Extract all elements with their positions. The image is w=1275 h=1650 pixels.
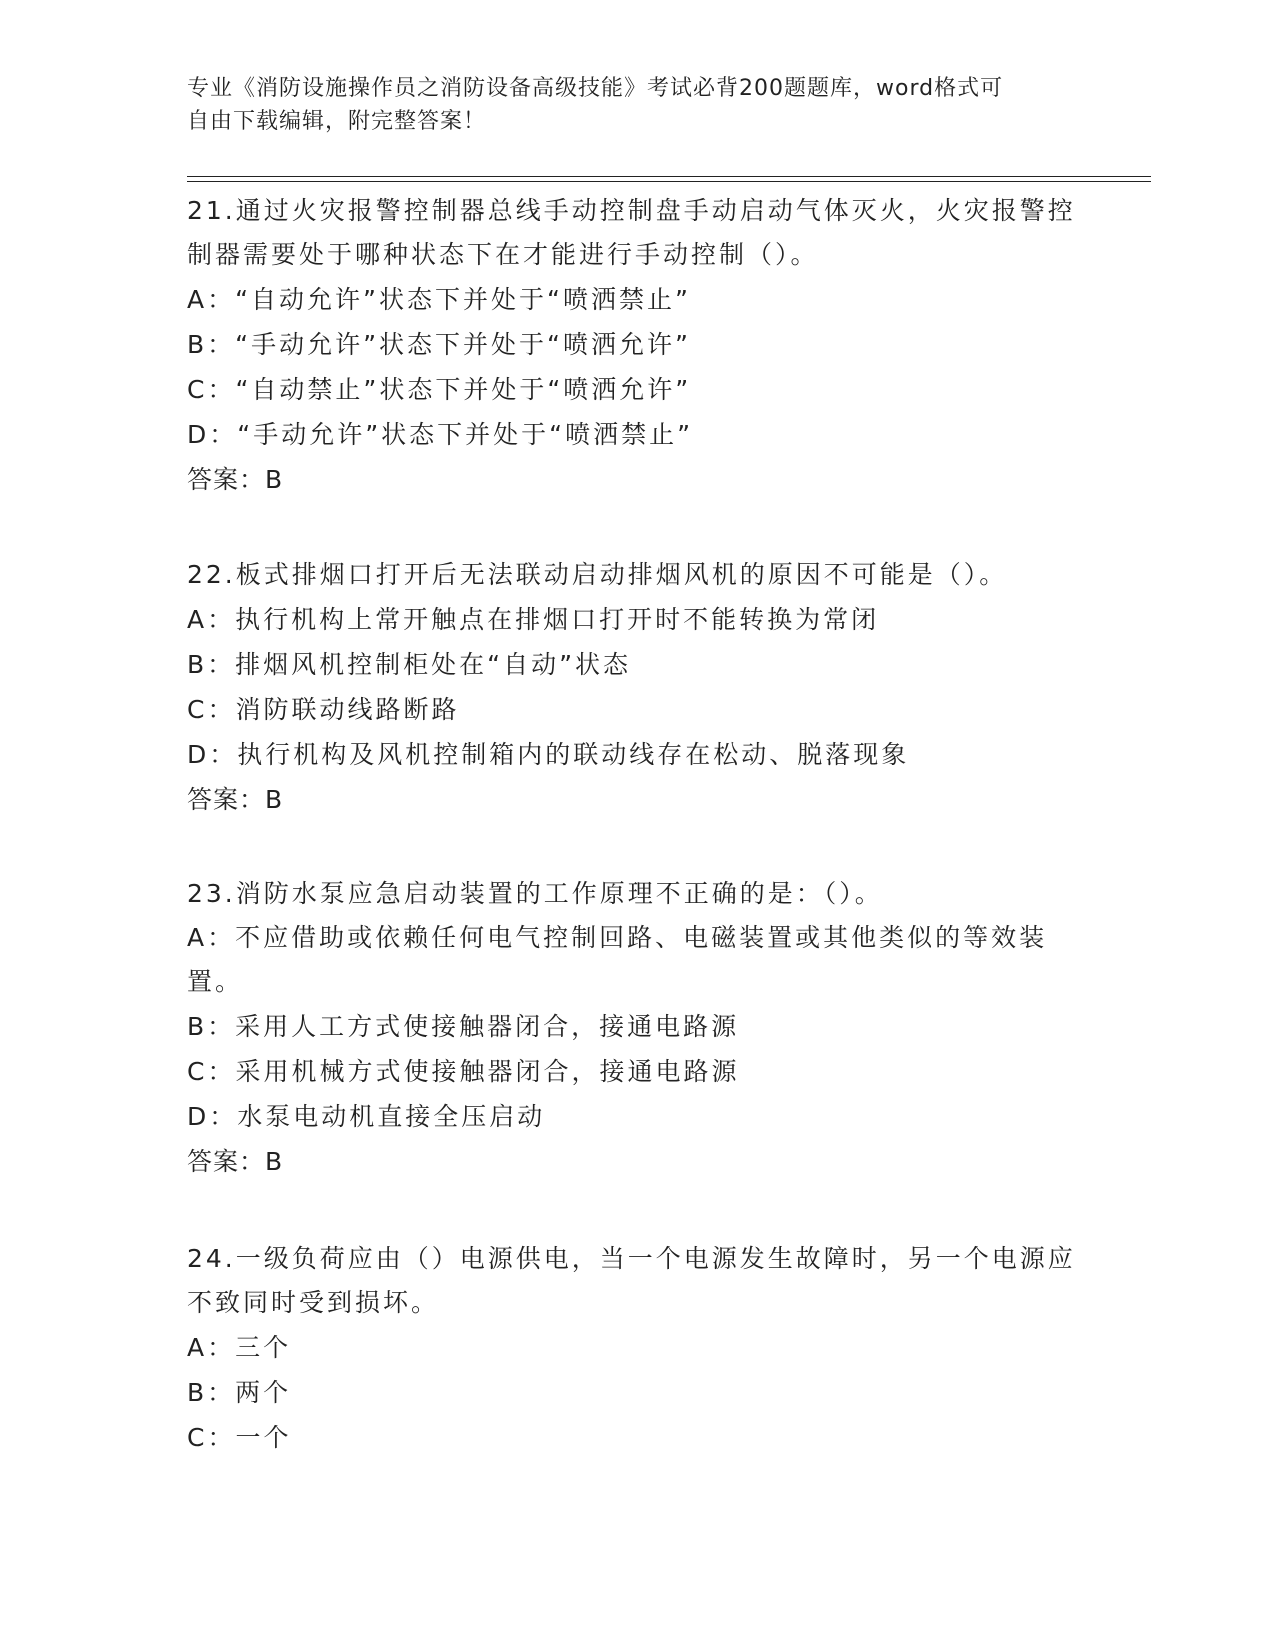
header-divider-top	[187, 176, 1151, 177]
question-block	[187, 1237, 1087, 1460]
option-a: A：“自动允许”状态下并处于“喷洒禁止”	[187, 285, 691, 314]
option-d: D：“手动允许”状态下并处于“喷洒禁止”	[187, 420, 694, 449]
question-stem: 24.一级负荷应由（）电源供电，当一个电源发生故障时，另一个电源应不致同时受到损坏。	[187, 1244, 1076, 1317]
document-header	[187, 72, 1087, 138]
answer-line: 答案：B	[187, 1147, 284, 1176]
option-b: B：两个	[187, 1378, 292, 1407]
option-a: A：三个	[187, 1333, 292, 1362]
option-a: A：不应借助或依赖任何电气控制回路、电磁装置或其他类似的等效装置。	[187, 923, 1048, 996]
header-line-2: 自由下载编辑，附完整答案！	[187, 109, 487, 134]
question-block	[187, 553, 1087, 822]
option-c: C：一个	[187, 1423, 292, 1452]
option-b: B：“手动允许”状态下并处于“喷洒允许”	[187, 330, 691, 359]
option-c: C：消防联动线路断路	[187, 695, 460, 724]
option-a: A：执行机构上常开触点在排烟口打开时不能转换为常闭	[187, 605, 880, 634]
option-c: C：“自动禁止”状态下并处于“喷洒允许”	[187, 375, 692, 404]
option-c: C：采用机械方式使接触器闭合，接通电路源	[187, 1057, 740, 1086]
header-line-1: 专业《消防设施操作员之消防设备高级技能》考试必背200题题库，word格式可	[187, 76, 1004, 101]
question-stem: 23.消防水泵应急启动装置的工作原理不正确的是：（）。	[187, 879, 883, 908]
question-block	[187, 872, 1087, 1184]
option-d: D：执行机构及风机控制箱内的联动线存在松动、脱落现象	[187, 740, 910, 769]
header-divider-bottom	[187, 181, 1151, 182]
question-stem: 21.通过火灾报警控制器总线手动控制盘手动启动气体灭火，火灾报警控制器需要处于哪种状态下在才能进行手动控制（）。	[187, 196, 1076, 269]
answer-line: 答案：B	[187, 465, 284, 494]
option-b: B：采用人工方式使接触器闭合，接通电路源	[187, 1012, 740, 1041]
option-b: B：排烟风机控制柜处在“自动”状态	[187, 650, 632, 679]
question-stem: 22.板式排烟口打开后无法联动启动排烟风机的原因不可能是（）。	[187, 560, 1008, 589]
option-d: D：水泵电动机直接全压启动	[187, 1102, 546, 1131]
answer-line: 答案：B	[187, 785, 284, 814]
question-block	[187, 189, 1087, 502]
